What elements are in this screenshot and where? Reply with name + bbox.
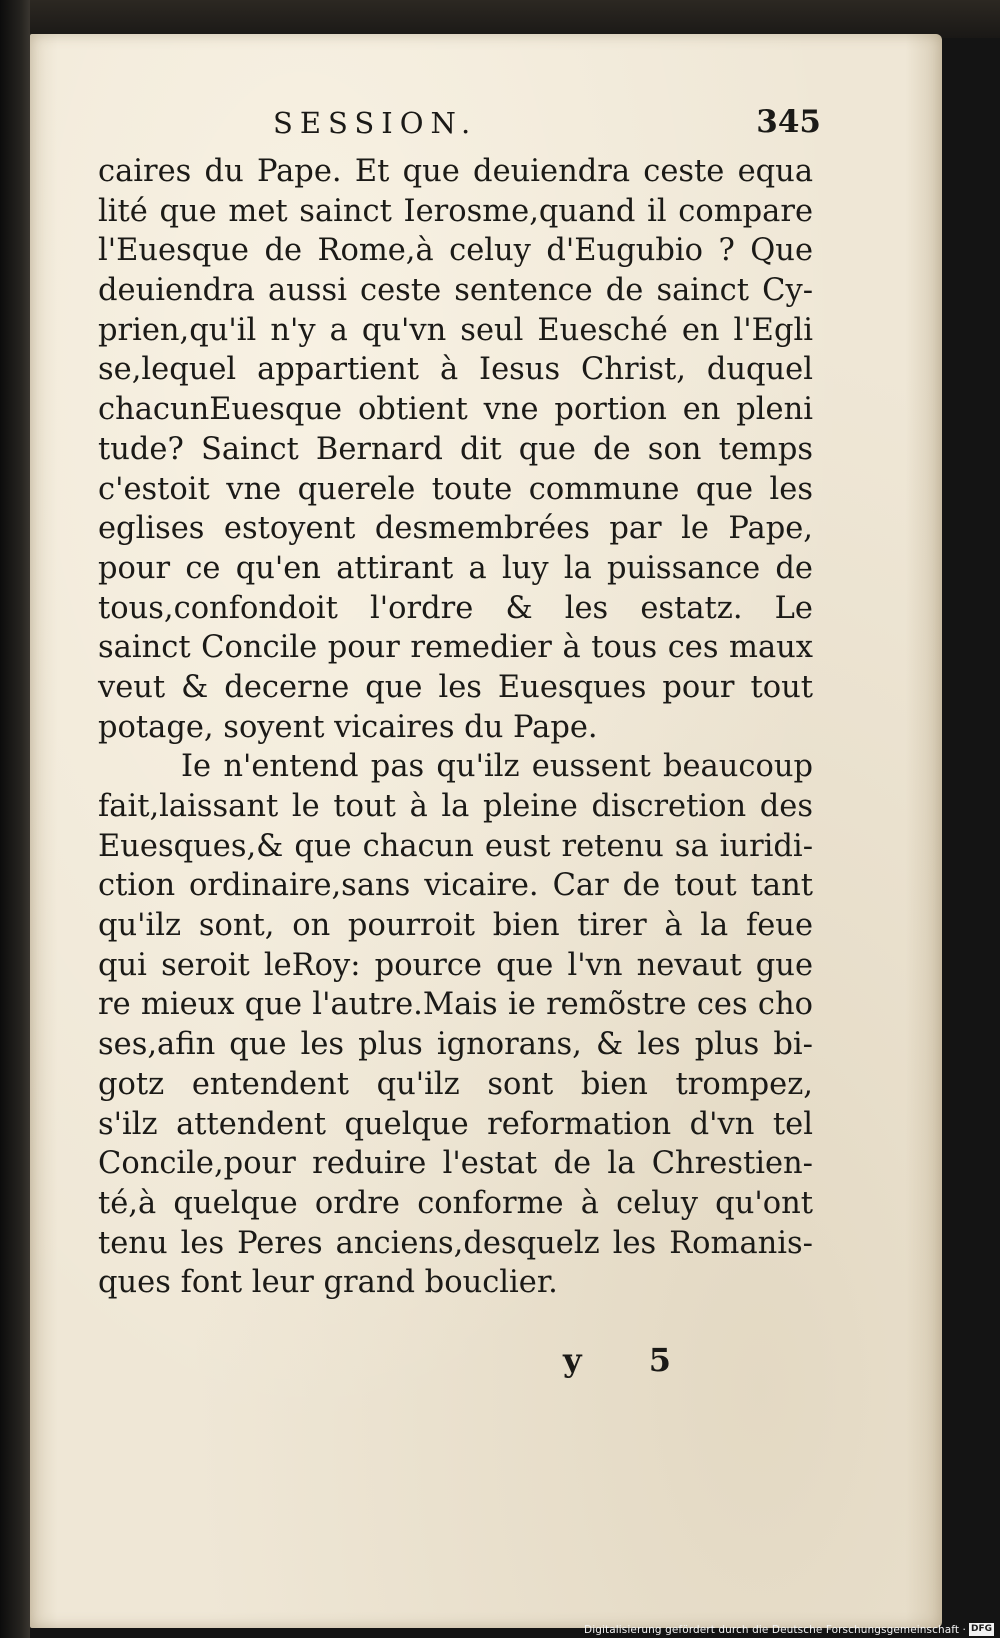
book-binding-edge [0, 0, 30, 1638]
text-line: ction ordinaire,sans vicaire. Car de tout tant [98, 868, 813, 904]
text-line: lité que met sainct Ierosme,quand il compare [98, 193, 813, 229]
text-line: eglises estoyent desmembrées par le Pape, [98, 511, 813, 547]
body-text [98, 152, 813, 1303]
scan-background-top [0, 0, 1000, 38]
text-line: Concile,pour reduire l'estat de la Chrestien- [98, 1146, 813, 1182]
text-line: sainct Concile pour remedier à tous ces maux [98, 630, 813, 666]
page-number: 345 [756, 104, 821, 140]
text-block [98, 104, 821, 1303]
book-page [30, 34, 942, 1628]
text-line: qu'ilz sont, on pourroit bien tirer à la feue [98, 908, 813, 944]
dfg-logo: DFG [970, 1624, 992, 1634]
text-line: Ie n'entend pas qu'ilz eussent beaucoup [181, 749, 813, 785]
text-line: deuiendra aussi ceste sentence de sainct Cy- [98, 273, 813, 309]
text-line: ques font leur grand bouclier. [98, 1265, 558, 1301]
text-line: qui seroit leRoy: pource que l'vn nevaut gue [98, 947, 813, 983]
text-line: gotz entendent qu'ilz sont bien trompez, [98, 1066, 813, 1102]
text-line: se,lequel appartient à Iesus Christ, duquel [98, 352, 813, 388]
text-line: re mieux que l'autre.Mais ie remõstre ces cho [98, 987, 813, 1023]
text-line: s'ilz attendent quelque reformation d'vn tel [98, 1106, 813, 1142]
text-line: pour ce qu'en attirant a luy la puissance de [98, 550, 813, 586]
text-line: tude? Sainct Bernard dit que de son temps [98, 431, 813, 467]
running-head-title: SESSION. [273, 106, 478, 140]
text-line: l'Euesque de Rome,à celuy d'Eugubio ? Que [98, 233, 813, 269]
text-line: prien,qu'il n'y a qu'vn seul Euesché en l'Egli [98, 312, 813, 348]
text-line: té,à quelque ordre conforme à celuy qu'ont [98, 1185, 813, 1221]
text-line: tous,confondoit l'ordre & les estatz. Le [98, 590, 813, 626]
text-line: fait,laissant le tout à la pleine discretion des [98, 789, 813, 824]
signature-mark: y 5 [563, 1341, 699, 1379]
text-line: tenu les Peres anciens,desquelz les Romanis- [98, 1225, 813, 1261]
running-head [98, 104, 821, 152]
text-line: caires du Pape. Et que deuiendra ceste equa [98, 154, 813, 189]
text-line: veut & decerne que les Euesques pour tout [98, 669, 813, 705]
text-line: c'estoit vne querele toute commune que les [98, 471, 813, 507]
text-line: Euesques,& que chacun eust retenu sa iuridi- [98, 828, 813, 864]
digitization-credit: Digitalisierung gefördert durch die Deutsche Forschungsgemeinschaft · [584, 1624, 966, 1636]
text-line: chacunEuesque obtient vne portion en pleni [98, 392, 813, 428]
text-line: ses,afin que les plus ignorans, & les plus bi- [98, 1027, 813, 1063]
text-line: potage, soyent vicaires du Pape. [98, 709, 598, 745]
